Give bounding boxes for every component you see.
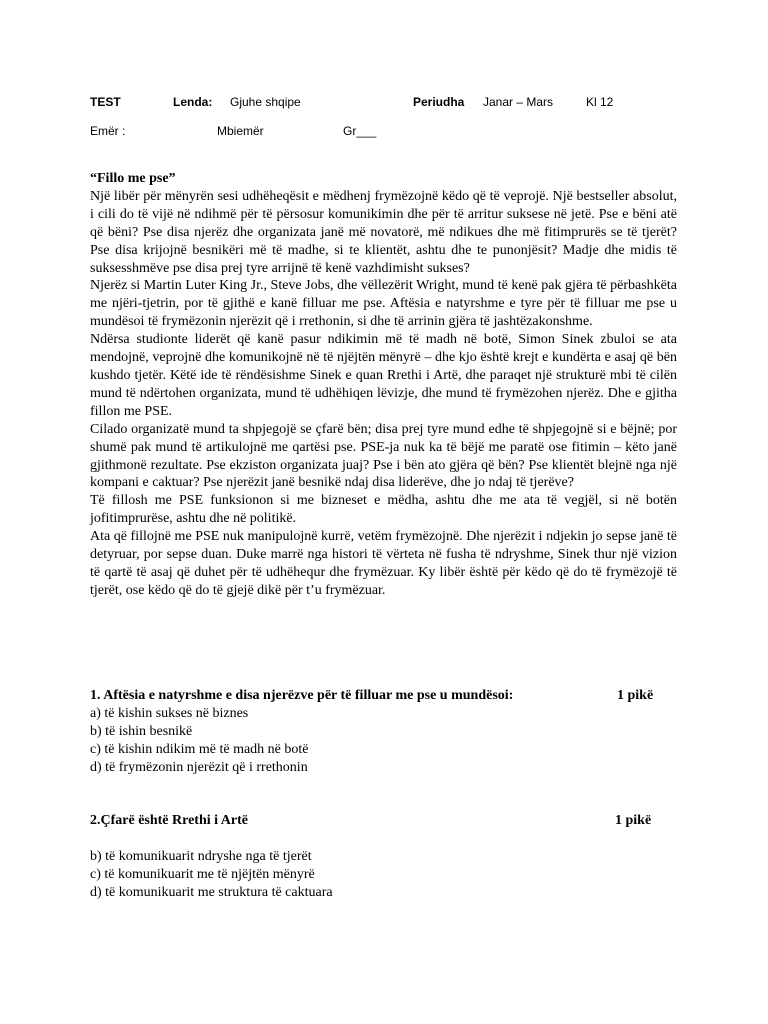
class-value: Kl 12 xyxy=(586,95,614,109)
question-1-points: 1 pikë xyxy=(617,688,654,703)
test-label: TEST xyxy=(90,95,121,109)
name-label: Emër : xyxy=(90,124,126,138)
surname-label: Mbiemër xyxy=(217,124,264,138)
answer-option[interactable]: d) të frymëzonin njerëzit që i rrethonin xyxy=(90,759,308,775)
question-2 xyxy=(90,812,690,902)
period-label: Periudha xyxy=(413,95,465,109)
question-1-title: 1. Aftësia e natyrshme e disa njerëzve për të filluar me pse u mundësoi: xyxy=(90,688,514,703)
passage-paragraph: Ata që fillojnë me PSE nuk manipulojnë kurrë, vetëm frymëzojnë. Dhe njerëzit i ndjekin jo sepse janë të detyruar, por sepse duan. Duke marrë nga histori të vërteta në fusha të ndryshme, Sinek thur një vizion të qartë të asaj që duhet për të udhëhequr dhe frymëzuar. Ky libër është për këdo që do të frymëzojë të tjerët, ose këdo që do të gjejë dikë për t’u frymëzuar. xyxy=(90,529,677,598)
subject-label: Lenda: xyxy=(173,95,213,109)
passage-paragraph: Të fillosh me PSE funksionon si me bizneset e mëdha, ashtu dhe me ata të vegjël, si në botën jofitimprurëse, ashtu dhe në politikë. xyxy=(90,493,677,527)
spacer xyxy=(90,830,690,848)
question-1 xyxy=(90,687,690,777)
answer-option[interactable]: c) të kishin ndikim më të madh në botë xyxy=(90,741,309,757)
passage-paragraph: Cilado organizatë mund ta shpjegojë se çfarë bën; disa prej tyre mund edhe të shpjegojnë si e bëjnë; por shumë pak mund të artikulojnë me qartësi pse. PSE-ja nuk ka të bëjë me paratë ose fitimin – këto janë gjithmonë rezultate. Pse ekziston organizata juaj? Pse i bën ato gjëra që bën? Pse klientët blejnë nga një kompani e caktuar? Pse njerëzit janë besnikë ndaj disa liderëve, dhe jo ndaj të tjerëve? xyxy=(90,421,677,491)
question-2-title: 2.Çfarë është Rrethi i Artë xyxy=(90,813,248,828)
group-label: Gr___ xyxy=(343,124,377,138)
answer-option[interactable]: d) të komunikuarit me struktura të caktuara xyxy=(90,884,333,900)
answer-option[interactable]: a) të kishin sukses në biznes xyxy=(90,705,249,721)
subject-value: Gjuhe shqipe xyxy=(230,95,301,109)
reading-passage xyxy=(90,170,677,600)
answer-option[interactable]: b) të komunikuarit ndryshe nga të tjerët xyxy=(90,848,312,864)
period-value: Janar – Mars xyxy=(483,95,554,109)
passage-paragraph: Njerëz si Martin Luter King Jr., Steve Jobs, dhe vëllezërit Wright, mund të kenë pak gjëra të përbashkëta me njëri-tjetrin, por të gjithë e kanë filluar me pse. Aftësia e natyrshme e tyre për të filluar me pse u mundësoi të frymëzonin njerëzit që i rrethonin, si dhe të arrinin gjëra të jashtëzakonshme. xyxy=(90,278,677,330)
passage-paragraph: Një libër për mënyrën sesi udhëheqësit e mëdhenj frymëzojnë këdo që të veprojë. Një bestseller absolut, i cili do të vijë në ndihmë për të përsosur komunikimin dhe për të arritur suksese në jetë. Pse e bëni atë që bëni? Pse disa njerëz dhe organizata janë më novatorë, më ndikues dhe më fitimprurës se të tjerët? Pse disa krijojnë besnikëri më të madhe, si te klientët, ashtu dhe te punonjësit? Madje dhe midis të suksesshmëve pse disa prej tyre arrijnë të kenë vazhdimisht sukses? xyxy=(90,188,677,276)
question-2-points: 1 pikë xyxy=(615,813,652,828)
answer-option[interactable]: b) të ishin besnikë xyxy=(90,723,193,739)
passage-paragraph: Ndërsa studionte liderët që kanë pasur ndikimin më të madh në botë, Simon Sinek zbuloi se ata mendojnë, veprojnë dhe komunikojnë në të njëjtën mënyrë – dhe kjo është krejt e kundërta e asaj që bën kushdo tjetër. Këtë ide të rëndësishme Sinek e quan Rrethi i Artë, dhe paraqet një strukturë mbi të cilën mund të ndërtohen organizata, mund të udhëhiqen lëvizje, dhe mund të frymëzohen njerëz. Dhe e gjitha fillon me PSE. xyxy=(90,332,677,419)
answer-option[interactable]: c) të komunikuarit me të njëjtën mënyrë xyxy=(90,866,315,882)
passage-title: “Fillo me pse” xyxy=(90,171,176,186)
